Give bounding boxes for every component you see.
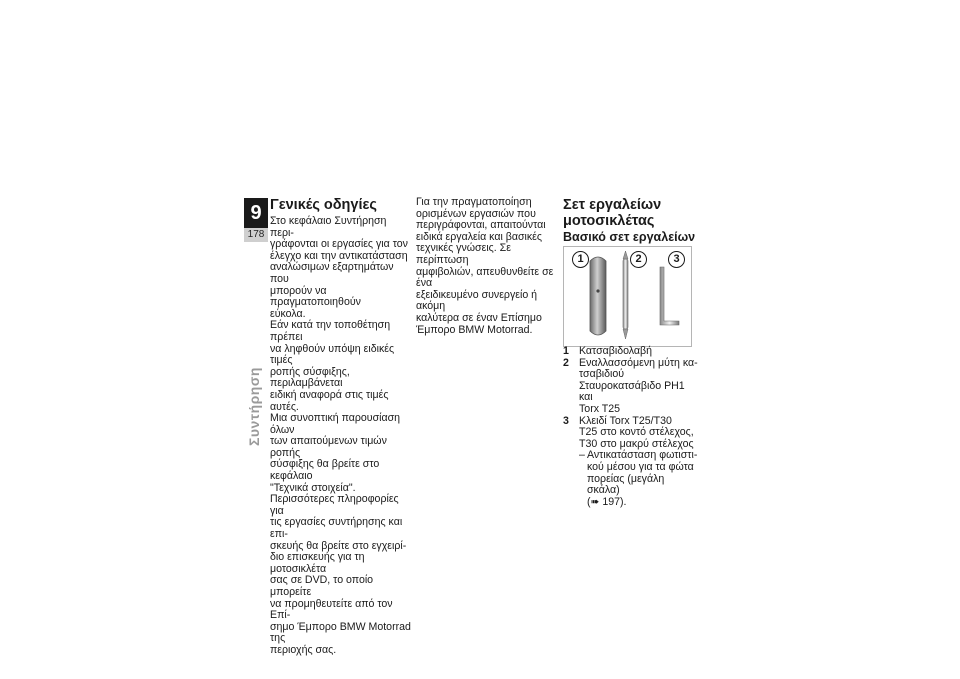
legend-dash-item: [579, 450, 698, 508]
toolkit-heading-line1: Σετ εργαλείων: [563, 197, 662, 213]
legend-number: 1: [563, 345, 569, 357]
general-instructions-heading: Γενικές οδηγίες: [270, 197, 377, 213]
dash-item-text: Αντικατάσταση φωτιστι- κού μέσου για τα φώτα πορείας (μεγάλη σκάλα) (➠ 197).: [587, 449, 698, 508]
basic-toolkit-subheading: Βασικό σετ εργαλείων: [563, 230, 696, 244]
legend-text: Κλειδί Torx T25/T30 T25 στο κοντό στέλεχος, T30 στο μακρύ στέλεχος: [579, 414, 694, 450]
dash-mark: –: [579, 449, 585, 462]
toolkit-figure: [563, 246, 692, 347]
screwdriver-bit-tool: [623, 251, 628, 339]
page-number: 178: [244, 228, 268, 242]
column2-text: [416, 197, 558, 336]
toolkit-heading-line2: μοτοσικλέτας: [563, 213, 655, 229]
torx-key-tool: [660, 267, 679, 325]
legend-item-3: [563, 416, 698, 451]
legend-item-2: [563, 358, 698, 416]
callout-1: 1: [572, 251, 589, 268]
legend-number: 3: [563, 414, 569, 427]
column1-text: [270, 216, 412, 657]
column1-paragraph-1: Στο κεφάλαιο Συντήρηση περι- γράφονται οι εργασίες για τον έλεγχο και την αντικατάσταση αναλώσιμων εξαρτημάτων που μπορούν να πραγματοποιηθούν εύκολα.: [270, 215, 408, 320]
legend-item-1: [563, 346, 698, 358]
screwdriver-handle-tool: [590, 257, 606, 335]
legend-text: Κατσαβιδολαβή: [579, 345, 653, 357]
legend-number: 2: [563, 356, 569, 369]
chapter-title-vertical: Συντήρηση: [246, 367, 262, 446]
callout-2: 2: [630, 251, 647, 268]
callout-3: 3: [668, 251, 685, 268]
toolkit-legend: [563, 346, 698, 508]
column1-paragraph-3: Περισσότερες πληροφορίες για τις εργασίες συντήρησης και επι- σκευής θα βρείτε στο εγχειρί- διο επισκευής για τη μοτοσικλέτα σας σε DVD, το οποίο μπορείτε να προμηθευτείτε από τον Επί- σημο Έμπορο BMW Motorrad της περιοχής σας.: [270, 493, 411, 656]
column2-paragraph: Για την πραγματοποίηση ορισμένων εργασιών που περιγράφονται, απαιτούνται ειδικά εργαλεία και βασικές τεχνικές γνώσεις. Σε περίπτωση αμφιβολιών, απευθυνθείτε σε ένα εξειδικευμένο συνεργείο ή ακόμη καλύτερα σε έναν Επίσημο Έμπορο BMW Motorrad.: [416, 196, 554, 336]
column1-paragraph-2: Εάν κατά την τοποθέτηση πρέπει να ληφθούν υπόψη ειδικές τιμές ροπής σύσφιξης, περιλαμβάνεται ειδική αναφορά στις τιμές αυτές. Μια συνοπτική παρουσίαση όλων των απαιτούμενων τιμών ροπής σύσφιξης θα βρείτε στο κεφάλαιο "Τεχνικά στοιχεία".: [270, 319, 401, 494]
chapter-number-tab: 9: [244, 198, 268, 228]
legend-text: Εναλλασσόμενη μύτη κα- τσαβιδιού Σταυροκατσάβιδο PH1 και Torx T25: [579, 356, 698, 415]
